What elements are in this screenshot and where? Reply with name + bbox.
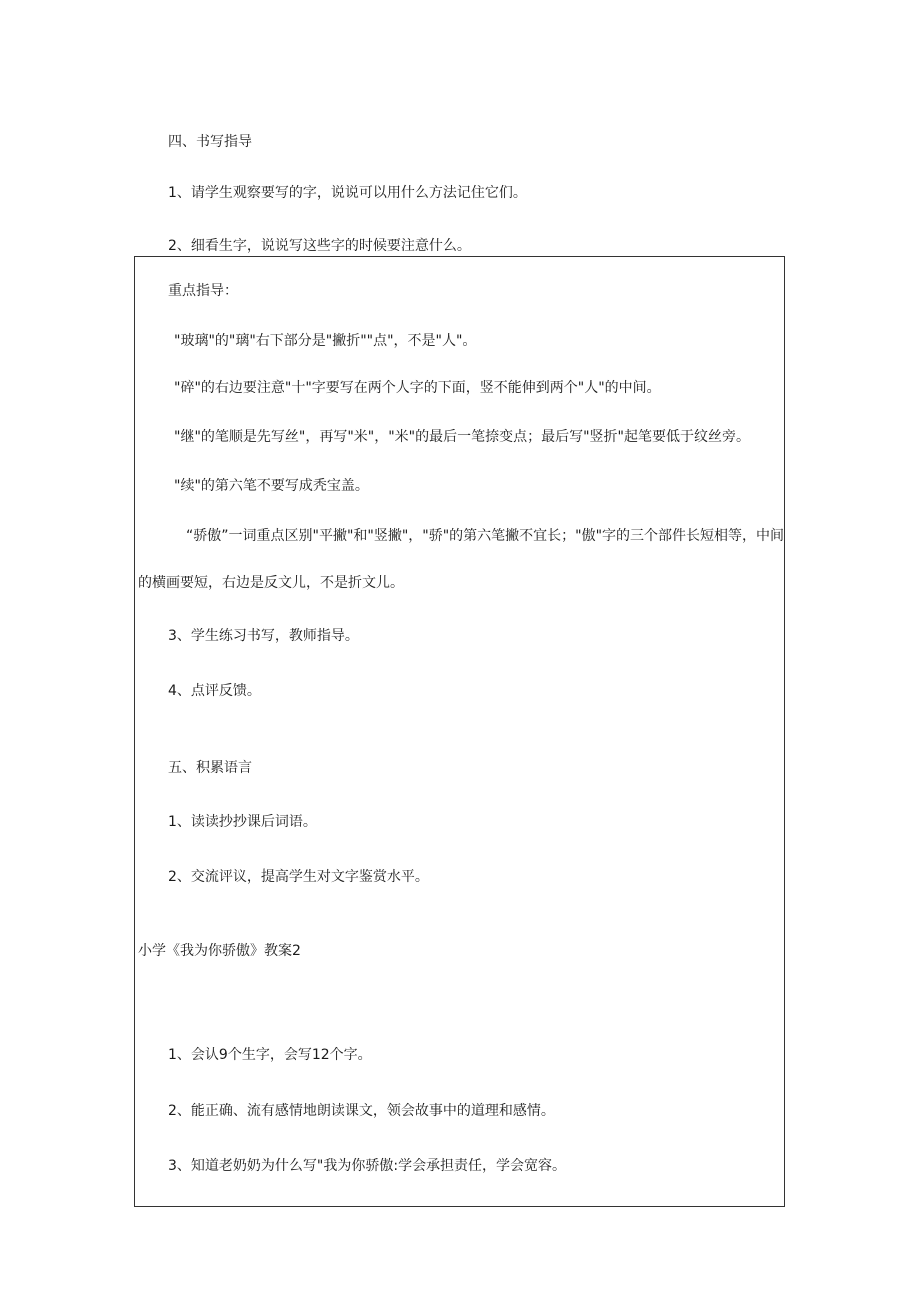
- goal-1: 1、会认9个生字，会写12个字。: [168, 1047, 372, 1063]
- key-point-3: "继"的笔顺是先写丝"，再写"米"，"米"的最后一笔捺变点；最后写"竖折"起笔要低于纹丝旁。: [174, 429, 750, 445]
- writing-item-3: 3、学生练习书写，教师指导。: [168, 628, 359, 644]
- key-point-4: "续"的第六笔不要写成秃宝盖。: [174, 478, 369, 494]
- goal-3: 3、知道老奶奶为什么写"我为你骄傲:学会承担责任，学会宽容。: [168, 1158, 567, 1174]
- writing-item-2: 2、细看生字，说说写这些字的时候要注意什么。: [168, 238, 471, 254]
- key-point-5-line-2: 的横画要短，右边是反文儿，不是折文儿。: [138, 575, 404, 591]
- section-heading-writing-guidance: 四、书写指导: [168, 134, 252, 150]
- key-point-1: "玻璃"的"璃"右下部分是"撇折""点"，不是"人"。: [174, 333, 477, 349]
- accumulate-item-2: 2、交流评议，提高学生对文字鉴赏水平。: [168, 869, 429, 885]
- key-points-label: 重点指导：: [168, 283, 238, 299]
- goal-2: 2、能正确、流有感情地朗读课文，领会故事中的道理和感情。: [168, 1103, 555, 1119]
- writing-item-1: 1、请学生观察要写的字，说说可以用什么方法记住它们。: [168, 185, 527, 201]
- accumulate-item-1: 1、读读抄抄课后词语。: [168, 814, 317, 830]
- writing-item-4: 4、点评反馈。: [168, 683, 261, 699]
- key-point-2: "碎"的右边要注意"十"字要写在两个人字的下面，竖不能伸到两个"人"的中间。: [174, 380, 661, 396]
- key-point-5-line-1: “骄傲”一词重点区别"平撇"和"竖撇"，"骄"的第六笔撇不宜长；"傲"字的三个部件长短相等，中间: [186, 528, 785, 544]
- section-heading-accumulate-language: 五、积累语言: [168, 760, 252, 776]
- lesson-plan-2-title: 小学《我为你骄傲》教案2: [138, 943, 301, 959]
